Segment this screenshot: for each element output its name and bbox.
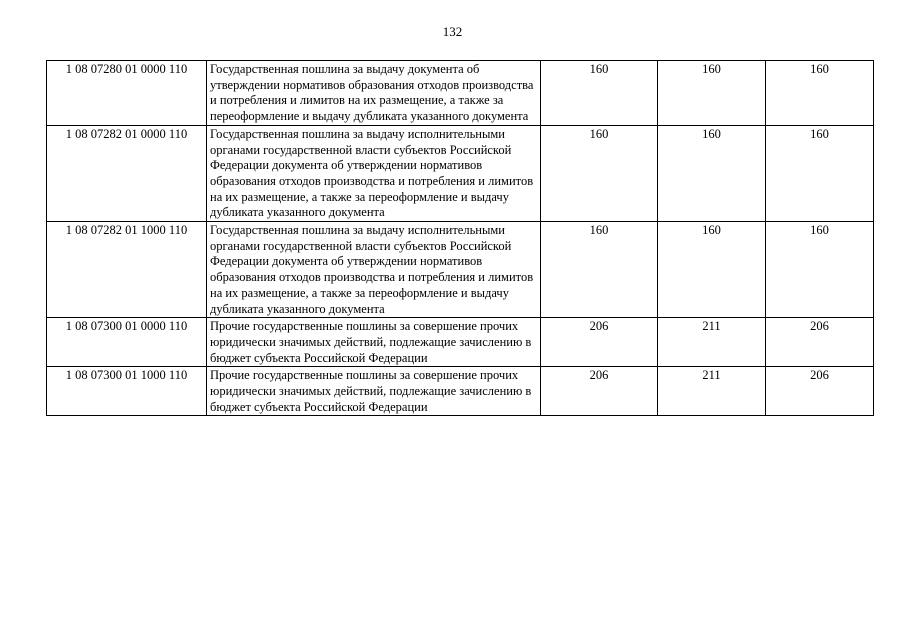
row-value-2: 211 [658,367,766,416]
row-value-1: 160 [541,61,658,126]
row-value-3: 206 [766,318,874,367]
row-value-2: 160 [658,125,766,221]
row-name: Прочие государственные пошлины за совершение прочих юридически значимых действий, подлежащие зачислению в бюджет субъекта Российской Федерации [207,367,541,416]
row-value-1: 206 [541,318,658,367]
row-code: 1 08 07280 01 0000 110 [47,61,207,126]
row-value-1: 206 [541,367,658,416]
row-name: Государственная пошлина за выдачу исполнительными органами государственной власти субъектов Российской Федерации документа об утверждении нормативов образования отходов производства и потребления и лимитов на их размещение, а также за переоформление и выдачу дубликата указанного документа [207,222,541,318]
row-value-3: 206 [766,367,874,416]
row-value-1: 160 [541,222,658,318]
row-value-1: 160 [541,125,658,221]
table-row [47,318,874,367]
table-row [47,367,874,416]
row-code: 1 08 07300 01 1000 110 [47,367,207,416]
row-value-3: 160 [766,61,874,126]
table-row [47,222,874,318]
row-name: Государственная пошлина за выдачу исполнительными органами государственной власти субъектов Российской Федерации документа об утверждении нормативов образования отходов производства и потребления и лимитов на их размещение, а также за переоформление и выдачу дубликата указанного документа [207,125,541,221]
row-value-2: 160 [658,61,766,126]
table-row [47,125,874,221]
row-value-3: 160 [766,125,874,221]
page-number: 132 [442,24,463,39]
row-value-2: 160 [658,222,766,318]
row-code: 1 08 07282 01 1000 110 [47,222,207,318]
row-name: Государственная пошлина за выдачу документа об утверждении нормативов образования отходов производства и потребления и лимитов на их размещение, а также за переоформление и выдачу дубликата указанного документа [207,61,541,126]
row-value-2: 211 [658,318,766,367]
row-code: 1 08 07282 01 0000 110 [47,125,207,221]
table-row [47,61,874,126]
row-name: Прочие государственные пошлины за совершение прочих юридически значимых действий, подлежащие зачислению в бюджет субъекта Российской Федерации [207,318,541,367]
budget-table [46,60,874,416]
row-code: 1 08 07300 01 0000 110 [47,318,207,367]
row-value-3: 160 [766,222,874,318]
